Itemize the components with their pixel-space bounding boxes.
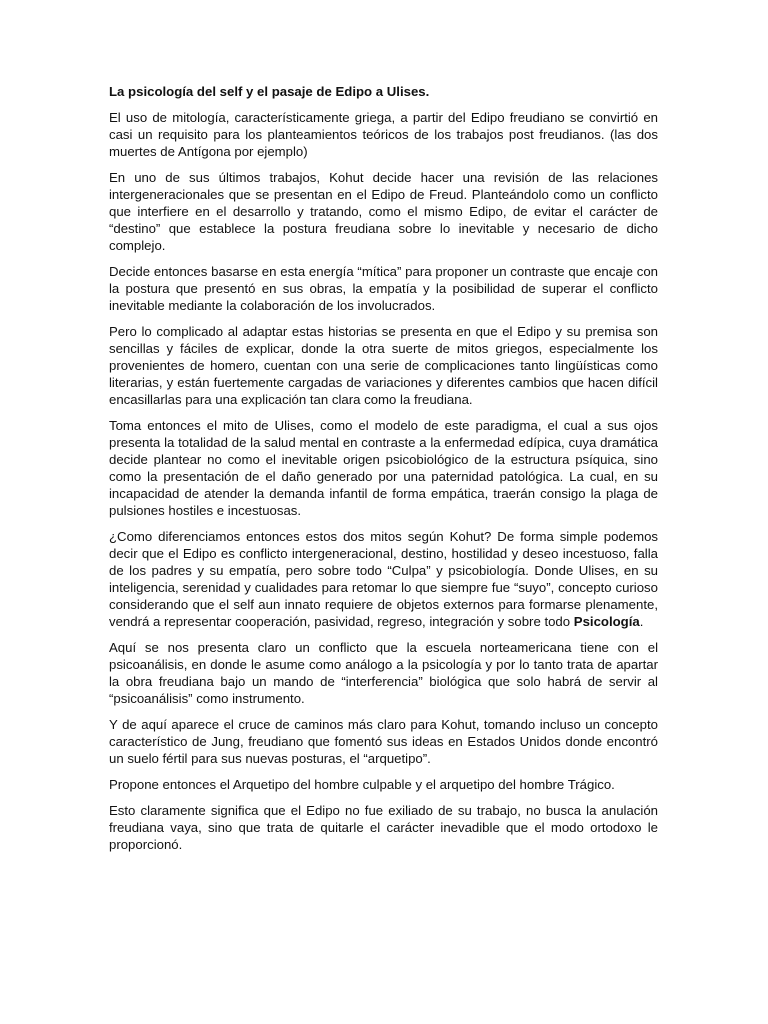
paragraph-1: El uso de mitología, característicamente griega, a partir del Edipo freudiano se convirtió en casi un requisito para los planteamientos teóricos de los trabajos post freudianos. (las dos muertes de Antígona por ejemplo) [109, 110, 658, 159]
paragraph-9: Propone entonces el Arquetipo del hombre culpable y el arquetipo del hombre Trágico. [109, 777, 615, 792]
paragraph-6-text: ¿Como diferenciamos entonces estos dos mitos según Kohut? De forma simple podemos decir que el Edipo es conflicto intergeneracional, destino, hostilidad y deseo incestuoso, falla de los padres y su empatía, pero sobre todo “Culpa” y psicobiología. Donde Ulises, en su inteligencia, serenidad y cualidades para retomar lo que siempre fue “suyo”, concepto curioso considerando que el self aun innato requiere de objetos externos para formarse plenamente, vendrá a representar cooperación, pasividad, regreso, integración y sobre todo [109, 529, 658, 629]
paragraph-8: Y de aquí aparece el cruce de caminos más claro para Kohut, tomando incluso un concepto característico de Jung, freudiano que fomentó sus ideas en Estados Unidos donde encontró un suelo fértil para sus nuevas posturas, el “arquetipo”. [109, 717, 658, 766]
paragraph-3: Decide entonces basarse en esta energía “mítica” para proponer un contraste que encaje con la postura que presentó en sus obras, la empatía y la posibilidad de superar el conflicto inevitable mediante la colaboración de los involucrados. [109, 264, 658, 313]
document-title: La psicología del self y el pasaje de Edipo a Ulises. [109, 84, 430, 99]
paragraph-7: Aquí se nos presenta claro un conflicto que la escuela norteamericana tiene con el psicoanálisis, en donde le asume como análogo a la psicología y por lo tanto trata de apartar la obra freudiana bajo un mando de “interferencia” biológica que solo habrá de servir al “psicoanálisis” como instrumento. [109, 640, 658, 706]
document-page [109, 83, 658, 862]
paragraph-5: Toma entonces el mito de Ulises, como el modelo de este paradigma, el cual a sus ojos presenta la totalidad de la salud mental en contraste a la enfermedad edípica, cuya dramática decide plantear no como el inevitable origen psicobiológico de la estructura psíquica, sino como la presentación de el daño generado por una paternidad patológica. La cual, en su incapacidad de atender la demanda infantil de forma empática, traerán consigo la plaga de pulsiones hostiles e incestuosas. [109, 418, 658, 518]
paragraph-4: Pero lo complicado al adaptar estas historias se presenta en que el Edipo y su premisa son sencillas y fáciles de explicar, donde la otra suerte de mitos griegos, especialmente los provenientes de homero, cuentan con una serie de complicaciones tanto lingüísticas como literarias, y están fuertemente cargadas de variaciones y diferentes cambios que hacen difícil encasillarlas para una explicación tan clara como la freudiana. [109, 324, 658, 407]
paragraph-6 [109, 528, 658, 630]
paragraph-2: En uno de sus últimos trabajos, Kohut decide hacer una revisión de las relaciones intergeneracionales que se presentan en el Edipo de Freud. Planteándolo como un conflicto que interfiere en el desarrollo y tratando, como el mismo Edipo, de evitar el carácter de “destino” que establece la postura freudiana sobre lo inevitable y necesario de dicho complejo. [109, 170, 658, 253]
paragraph-6-end: . [639, 614, 644, 629]
paragraph-6-bold-term: Psicología [573, 614, 640, 629]
paragraph-10: Esto claramente significa que el Edipo no fue exiliado de su trabajo, no busca la anulación freudiana vaya, sino que trata de quitarle el carácter inevadible que el modo ortodoxo le proporcionó. [109, 803, 658, 852]
